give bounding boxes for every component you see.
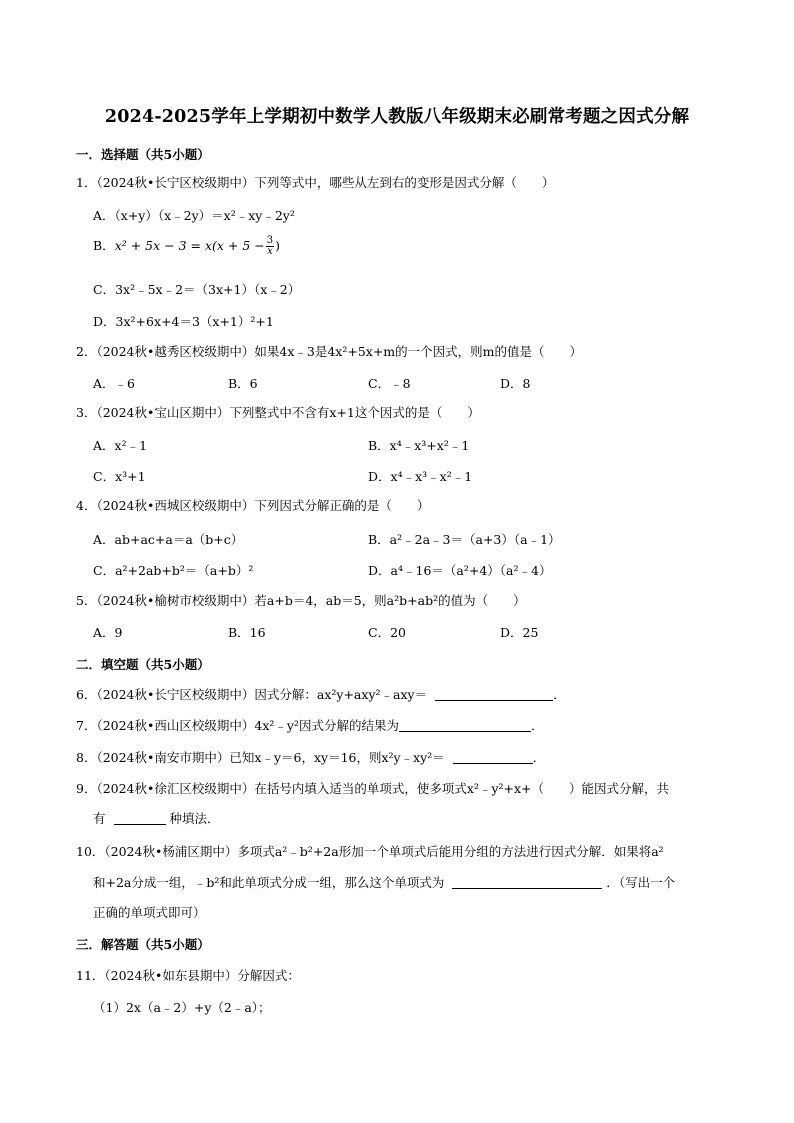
question-2-option-a: A．﹣6 — [93, 376, 135, 391]
question-6 — [76, 686, 566, 703]
question-9-line2 — [93, 810, 220, 827]
question-9-line2-post: 种填法． — [169, 811, 220, 826]
question-5-stem: 5．（2024秋•榆树市校级期中）若a+b＝4，ab＝5，则a²b+ab²的值为（ ） — [76, 593, 526, 608]
closing-paren: ) — [275, 238, 281, 253]
question-2-option-d: D．8 — [500, 376, 531, 391]
question-5-option-c: C．20 — [368, 625, 406, 640]
section-heading-answer: 三．解答题（共5小题） — [76, 937, 210, 952]
question-6-stem: 6．（2024秋•长宁区校级期中）因式分解：ax²y+axy²﹣axy＝ — [76, 687, 428, 702]
question-8 — [76, 749, 545, 766]
fraction-numerator: 3 — [266, 235, 274, 246]
answer-blank[interactable] — [435, 688, 553, 701]
question-3-stem: 3．（2024秋•宝山区期中）下列整式中不含有x+1这个因式的是（ ） — [76, 405, 480, 420]
question-8-stem: 8．（2024秋•南安市期中）已知x﹣y＝6，xy＝16，则x²y﹣xy²＝ — [76, 750, 445, 765]
question-7 — [76, 717, 544, 734]
answer-blank[interactable] — [453, 751, 533, 764]
option-label: B． — [93, 238, 115, 253]
question-2-option-c: C．﹣8 — [368, 376, 411, 391]
question-1-option-d: D．3x²+6x+4＝3（x+1）²+1 — [93, 314, 274, 329]
question-3-option-a: A．x²﹣1 — [93, 438, 148, 453]
question-end: ． — [530, 718, 544, 733]
question-4-option-b: B．a²﹣2a﹣3＝（a+3）（a﹣1） — [368, 532, 561, 547]
question-10-line2 — [93, 874, 675, 891]
question-3-option-d: D．x⁴﹣x³﹣x²﹣1 — [368, 469, 473, 484]
answer-blank[interactable] — [114, 812, 166, 825]
question-1-option-b — [93, 236, 280, 257]
question-5-option-d: D．25 — [500, 625, 539, 640]
question-4-option-a: A．ab+ac+a＝a（b+c） — [93, 532, 244, 547]
question-1-stem: 1．（2024秋•长宁区校级期中）下列等式中，哪些从左到右的变形是因式分解（ ） — [76, 175, 555, 190]
answer-blank[interactable] — [452, 876, 602, 889]
question-11-part-1: （1）2x（a﹣2）+y（2﹣a）； — [93, 1000, 271, 1015]
question-5-option-b: B．16 — [228, 625, 266, 640]
question-7-stem: 7．（2024秋•西山区校级期中）4x²﹣y²因式分解的结果为 — [76, 718, 399, 733]
answer-blank[interactable] — [399, 719, 531, 732]
question-end: ． — [553, 687, 566, 702]
question-1-option-a: A．（x+y）（x﹣2y）＝x²﹣xy﹣2y² — [93, 208, 295, 223]
question-2-stem: 2．（2024秋•越秀区校级期中）如果4x﹣3是4x²+5x+m的一个因式，则m的值是（ ） — [76, 344, 583, 359]
question-9-line2-pre: 有 — [93, 811, 106, 826]
fraction-denominator: x — [267, 246, 273, 257]
question-4-option-c: C．a²+2ab+b²＝（a+b）² — [93, 563, 254, 578]
fraction — [266, 236, 274, 257]
section-heading-fill: 二．填空题（共5小题） — [76, 657, 210, 672]
question-5-option-a: A．9 — [93, 625, 123, 640]
option-b-math: x² + 5x − 3 = x(x + 5 − — [114, 238, 265, 253]
question-3-option-c: C．x³+1 — [93, 469, 146, 484]
section-heading-choice: 一．选择题（共5小题） — [76, 147, 210, 162]
question-10-line2-post: ．（写出一个 — [606, 875, 676, 890]
page-title: 2024-2025学年上学期初中数学人教版八年级期末必刷常考题之因式分解 — [104, 107, 690, 127]
question-11-stem: 11．（2024秋•如东县期中）分解因式： — [76, 968, 300, 983]
question-4-option-d: D．a⁴﹣16＝（a²+4）（a²﹣4） — [368, 563, 552, 578]
question-end: ． — [532, 750, 546, 765]
question-2-option-b: B．6 — [228, 376, 258, 391]
question-4-stem: 4．（2024秋•西城区校级期中）下列因式分解正确的是（ ） — [76, 498, 430, 513]
question-3-option-b: B．x⁴﹣x³+x²﹣1 — [368, 438, 470, 453]
question-1-option-c: C．3x²﹣5x﹣2＝（3x+1）（x﹣2） — [93, 282, 301, 297]
question-10-line1: 10．（2024秋•杨浦区期中）多项式a²﹣b²+2a形加一个单项式后能用分组的方法进行因式分解．如果将a² — [76, 844, 664, 859]
question-10-line3: 正确的单项式即可） — [93, 905, 206, 920]
question-9-stem: 9．（2024秋•徐汇区校级期中）在括号内填入适当的单项式，使多项式x²﹣y²+x+（ ）能因式分解，共 — [76, 781, 670, 796]
question-10-line2-pre: 和+2a分成一组，﹣b²和此单项式分成一组，那么这个单项式为 — [93, 875, 445, 890]
